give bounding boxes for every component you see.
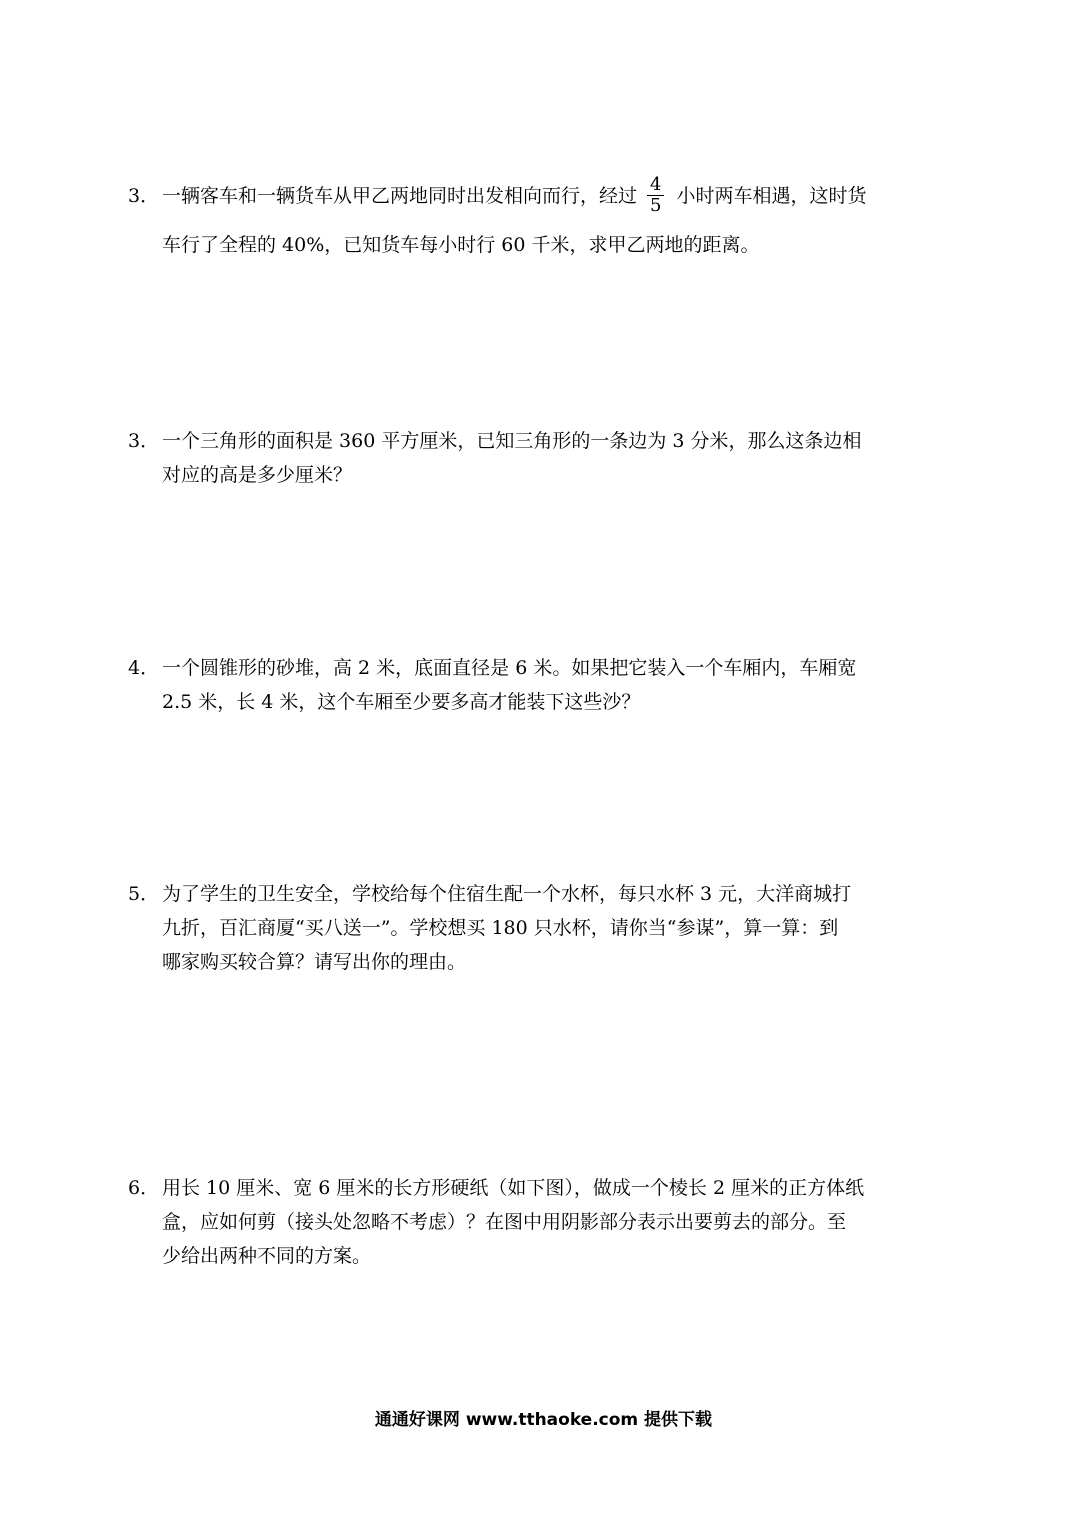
question-number: 3． [128, 430, 160, 452]
question-line: 2.5 米，长 4 米，这个车厢至少要多高才能装下这些沙？ [162, 691, 641, 713]
question-3b [128, 424, 968, 492]
question-line [128, 877, 968, 911]
question-4 [128, 651, 968, 719]
question-text: 一个三角形的面积是 360 平方厘米，已知三角形的一条边为 3 分米，那么这条边相 [162, 430, 862, 452]
question-line: 对应的高是多少厘米？ [162, 464, 353, 486]
question-text: 用长 10 厘米、宽 6 厘米的长方形硬纸（如下图），做成一个棱长 2 厘米的正方体纸 [162, 1177, 865, 1199]
question-text: 小时两车相遇，这时货 [676, 185, 867, 207]
question-line: 少给出两种不同的方案。 [162, 1245, 372, 1267]
question-text: 为了学生的卫生安全，学校给每个住宿生配一个水杯，每只水杯 3 元，大洋商城打 [162, 883, 852, 905]
question-number: 5． [128, 883, 160, 905]
question-line [128, 424, 968, 458]
question-text: 一辆客车和一辆货车从甲乙两地同时出发相向而行，经过 [162, 185, 638, 207]
fraction-denominator: 5 [650, 194, 662, 216]
page-footer: 通通好课网 www.tthaoke.com 提供下载 [374, 1410, 713, 1430]
question-line: 盒，应如何剪（接头处忽略不考虑）？在图中用阴影部分表示出要剪去的部分。至 [162, 1211, 847, 1233]
question-number: 4． [128, 657, 160, 679]
fraction [647, 175, 664, 216]
question-text: 一个圆锥形的砂堆，高 2 米，底面直径是 6 米。如果把它装入一个车厢内，车厢宽 [162, 657, 857, 679]
question-line: 哪家购买较合算？请写出你的理由。 [162, 951, 467, 973]
question-line [128, 651, 968, 685]
question-5 [128, 877, 968, 979]
question-6 [128, 1171, 968, 1273]
question-line [128, 1171, 968, 1205]
fraction-numerator: 4 [647, 175, 664, 196]
question-number: 3． [128, 185, 160, 207]
question-number: 6． [128, 1177, 160, 1199]
question-line: 九折，百汇商厦“买八送一”。学校想买 180 只水杯，请你当“参谋”，算一算：到 [162, 917, 839, 939]
question-line [128, 173, 968, 218]
question-line: 车行了全程的 40%，已知货车每小时行 60 千米，求甲乙两地的距离。 [162, 233, 760, 256]
question-3a [128, 173, 968, 262]
